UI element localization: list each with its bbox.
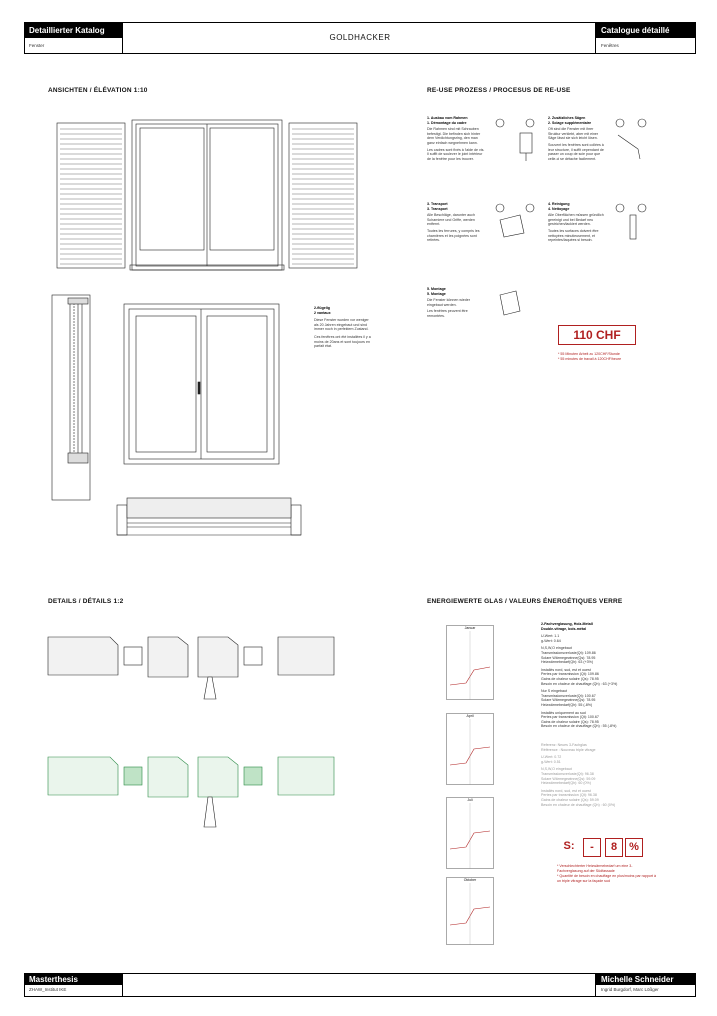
energy-block-2: Installés nord, sud, est et ouest Pertes par transmission (Qt): 109.86 Gains de chaleur solaire (Qs): 78.95 Besoin en chaleur de chauffage (Qh) : 63 (+3%) [541,667,618,686]
window-front-drawing [122,302,282,467]
u-value: U-Wert: 1.1 [541,634,560,639]
energy-block-4: Installés uniquement au sud Pertes par transmission (Qt): 100.67 Gains de chaleur solaire (Qs): 78.95 Besoin en chaleur de chauffage (Qh) : 55 (-8%) [541,710,617,729]
section-details: DETAILS / DÉTAILS 1:2 [48,598,124,605]
g-value: g-Wert: 0.64 [541,638,561,643]
graph-lines [446,625,494,945]
step-2-de: Oft sind die Fenster mit ihrer Struktur verklebt, aber mit einer Säge lässt sie sich leicht lösen. [548,127,599,141]
section-reuse: RE-USE PROZESS / PROCESUS DE RE-USE [427,87,571,94]
step-1 [427,116,485,161]
window-note-fr: Ces fenêtres ont été installées il y a moins de 20ans et sont toujours en parfait état. [314,334,371,349]
header-left-sub: Fenster [29,43,45,48]
footer-right-sub: Ingrid Burgdorf, Marc Lößger [601,987,659,992]
vertical-section-drawing [50,293,100,503]
footer-divider-right [595,973,596,997]
step-5-title: 5. Montage 5. Montage [427,287,446,296]
step-3-fr: Toutes les ferrures, y compris les charnières et les poignées sont retirées. [427,228,480,243]
step-2-fr: Souvent les fenêtres sont collées à leur structure, il suffit cependant de passer un coup de scie pour que celle-ci se détache facilement. [548,142,604,161]
step-3-de: Alle Beschläge, darunter auch Scharniere und Griffe, werden entfernt. [427,213,475,227]
footer-left-title: Masterthesis [24,973,122,985]
graph-january-label: Januar [464,626,476,630]
step-5-de: Die Fenster können wieder eingebaut werden. [427,298,470,307]
step-1-title: 1. Ausbau vom Rahmen 1. Démontage du cadre [427,116,468,125]
s-value: 8 [605,838,623,857]
glazing-title: 2-Fachverglasung, Holz-Metall Double-vitrage, bois-métal [541,622,593,631]
section-energy: ENERGIEWERTE GLAS / VALEURS ÉNERGÉTIQUES VERRE [427,598,623,605]
page-title: GOLDHACKER [329,33,391,42]
header-right-title: Catalogue détaillé [596,22,696,38]
header-divider-right [595,22,596,54]
step-2-title: 2. Zusätzliches Sägen 2. Sciage supplémentaire [548,116,592,125]
ref-block-1: N,S,W,O eingebaut Transmissionsverluste(Qt): 96.38 Solare Wärmegewinne(Qs): 59.09 Heizwärmebedarf(Qh): 60 (0%) [541,767,596,786]
energy-block-3: Nur S eingebaut Transmissionsverluste(Qt): 100.67 Solare Wärmegewinne(Qs): 78.95 Heizwärmebedarf(Qh): 55 (-8%) [541,689,596,707]
step-4-fr: Toutes les surfaces doivent être nettoyées minutieusement, et repeintes/laquées si besoin. [548,228,599,243]
s-note-de: * Verschlechterter Heizwärmebedarf um eine 3-Fachverglasung auf der Südfassade [557,864,633,873]
energy-text [541,622,646,729]
footer-left-sub: ZHAW_Institut IKE [29,987,67,992]
detail-drawing-top [48,625,338,715]
ref-block-2: Installés nord, sud, est et ouest Pertes par transmission (Qt): 96.38 Gains de chaleur solaire (Qs): 59.09 Besoin en chaleur de chauffage (Qh) : 60 (0%) [541,788,616,807]
header-left-title: Detaillierter Katalog [24,22,122,38]
energy-block-1: N,S,W,O eingebaut Transmissionsverluste(Qt): 109.86 Solare Wärmegewinne(Qs): 78.95 Heizwärmebedarf(Qh): 63 (+3%) [541,646,596,665]
section-elevations: ANSICHTEN / ÉLÉVATION 1:10 [48,87,148,94]
detail-drawing-bottom [48,745,338,835]
ref-title: Referenz: Neues 3-Fachglas Référence : Nouveau triple vitrage [541,743,596,752]
step-4-title: 4. Reinigung 4. Nettoyage [548,202,570,211]
window-note-title: 2-flügelig 2 vantaux [314,306,331,315]
step-1-fr: Les cadres sont fixés à l'aide de vis. Il suffit de soulever le joint intérieur de la fenêtre pour les trouver. [427,147,485,161]
window-note [314,306,372,349]
s-sign: - [583,838,601,857]
s-label: S: [563,840,575,852]
header-right-sub: Fenêtres [601,43,619,48]
step-3 [427,202,485,243]
step-1-de: Die Rahmen sind mit Schrauben befestigt. Die befinden sich hinter dem Verdichtungsring, den man ganz einfach wegnehmen kann. [427,127,481,145]
graph-july-label: Juli [467,798,473,802]
ref-u: U-Wert: 0.72 [541,755,562,760]
step-4-de: Alle Oberflächen müssen gründlich gereinigt und bei Bedarf neu gestrichen/lackiert werden. [548,213,604,227]
header-divider-left [122,22,123,54]
price-note-fr: * 55 minutes de travail à 120CHF/heure [558,357,622,361]
elevation-drawing [50,115,350,275]
horizontal-section-drawing [115,495,305,540]
step-5-fr: Les fenêtres peuvent être remontées. [427,309,468,318]
footer-divider-left [122,973,123,997]
window-note-de: Diese Fenster wurden vor weniger als 20 Jahren eingebaut und sind immer noch in perfektem Zustand. [314,318,369,332]
reference-text [541,743,646,807]
s-unit: % [625,838,643,857]
graph-april-label: April [466,714,474,718]
price-note-de: * 55 Minuten Arbeit zu 120CHF/Stunde [558,352,620,356]
step-5 [427,287,485,319]
graph-october-label: Oktober [463,878,477,882]
footer-right-title: Michelle Schneider [596,973,696,985]
ref-g: g-Wert: 0.51 [541,759,561,764]
step-3-title: 3. Transport 3. Transport [427,202,448,211]
step-icons [490,115,660,335]
s-note-fr: * Quantité de besoin en chauffage en plus/moins par rapport à un triple vitrage sur la façade sud [557,874,657,883]
price-box: 110 CHF [558,325,636,345]
